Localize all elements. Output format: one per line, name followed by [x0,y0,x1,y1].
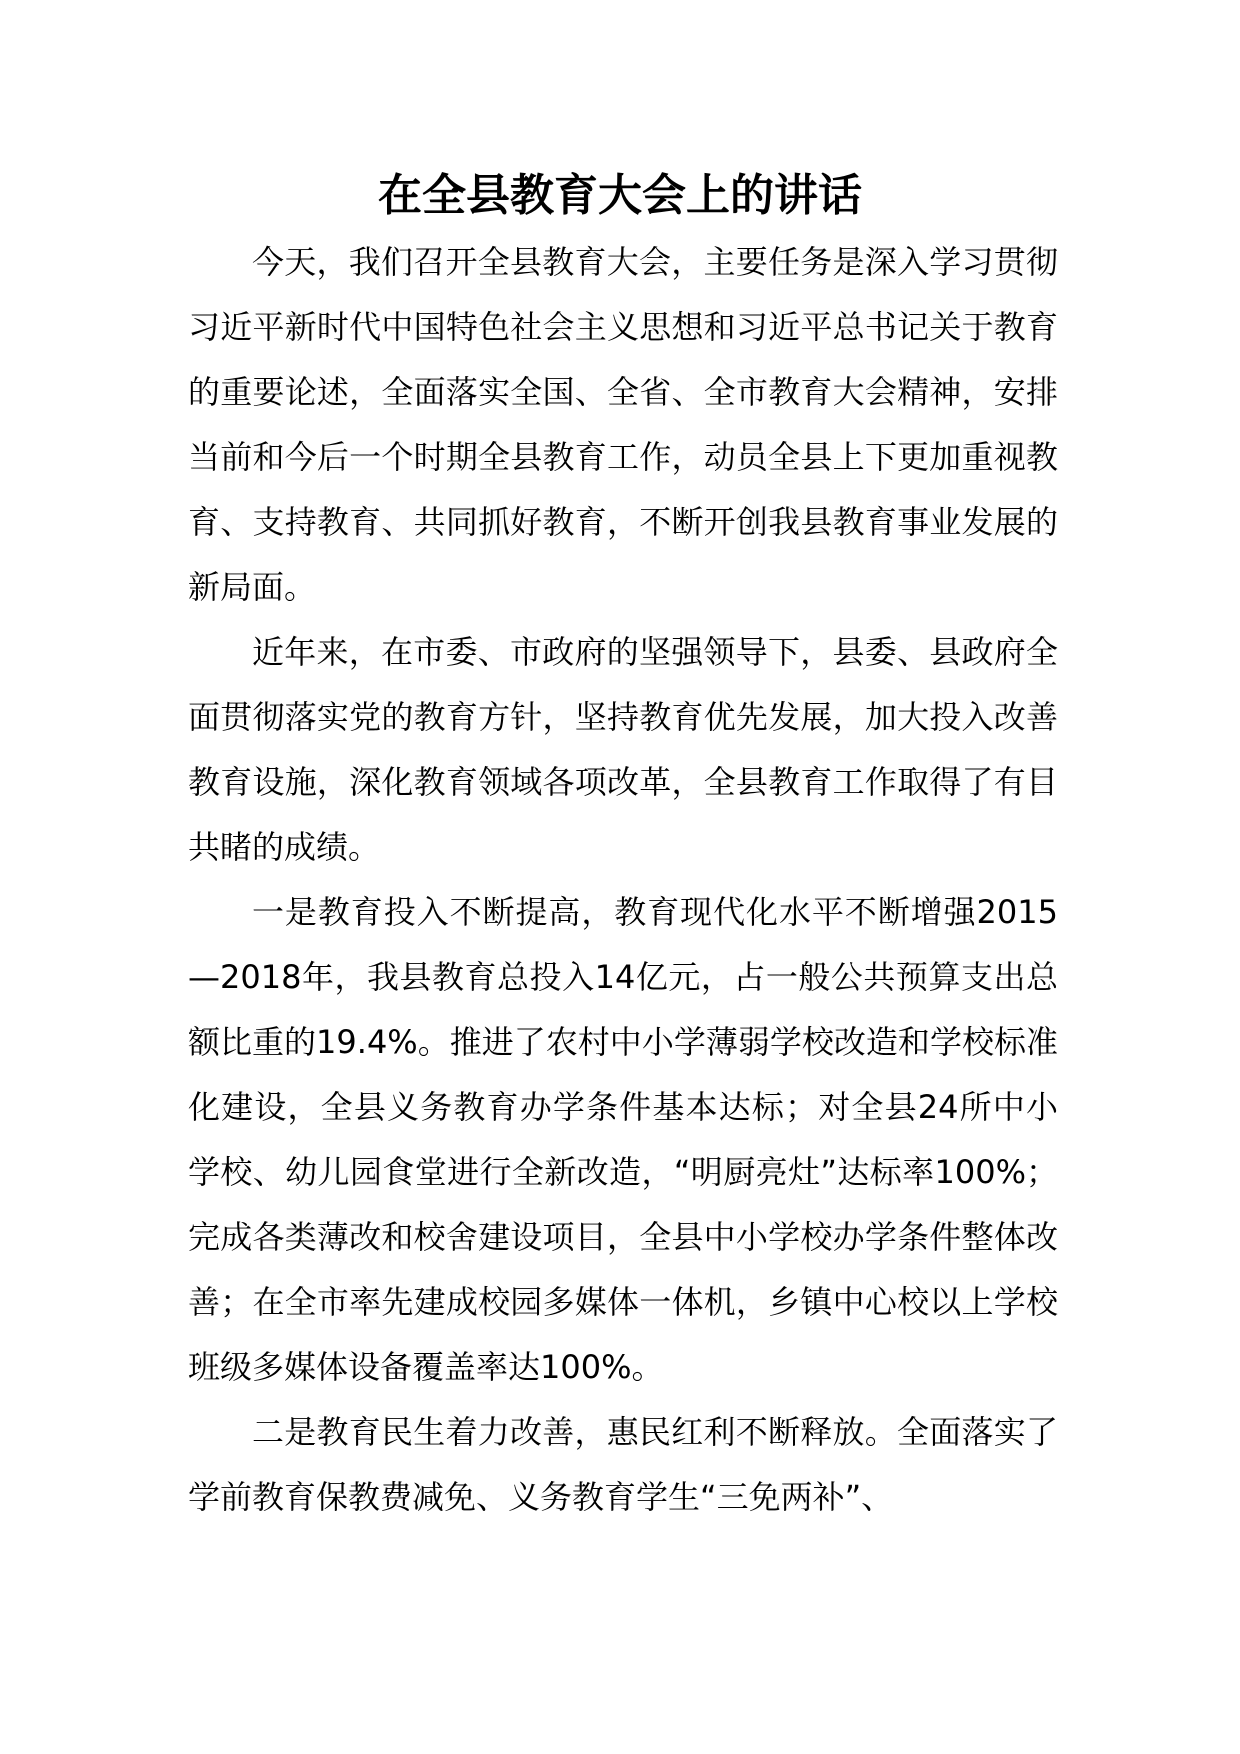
paragraph-investment: 一是教育投入不断提高，教育现代化水平不断增强2015—2018年，我县教育总投入14亿元，占一般公共预算支出总额比重的19.4%。推进了农村中小学薄弱学校改造和学校标准化建设，全县义务教育办学条件基本达标；对全县24所中小学校、幼儿园食堂进行全新改造，“明厨亮灶”达标率100%；完成各类薄改和校舍建设项目，全县中小学校办学条件整体改善；在全市率先建成校园多媒体一体机，乡镇中心校以上学校班级多媒体设备覆盖率达100%。 [188,893,1058,1386]
paragraph-opening: 今天，我们召开全县教育大会，主要任务是深入学习贯彻习近平新时代中国特色社会主义思想和习近平总书记关于教育的重要论述，全面落实全国、全省、全市教育大会精神，安排当前和今后一个时期全县教育工作，动员全县上下更加重视教育、支持教育、共同抓好教育，不断开创我县教育事业发展的新局面。 [188,243,1058,606]
document-body [188,230,1058,1530]
paragraph-livelihood: 二是教育民生着力改善，惠民红利不断释放。全面落实了学前教育保教费减免、义务教育学生“三免两补”、 [188,1413,1058,1516]
paragraph-achievements-intro: 近年来，在市委、市政府的坚强领导下，县委、县政府全面贯彻落实党的教育方针，坚持教育优先发展，加大投入改善教育设施，深化教育领域各项改革，全县教育工作取得了有目共睹的成绩。 [188,633,1058,866]
document-title: 在全县教育大会上的讲话 [378,170,862,221]
